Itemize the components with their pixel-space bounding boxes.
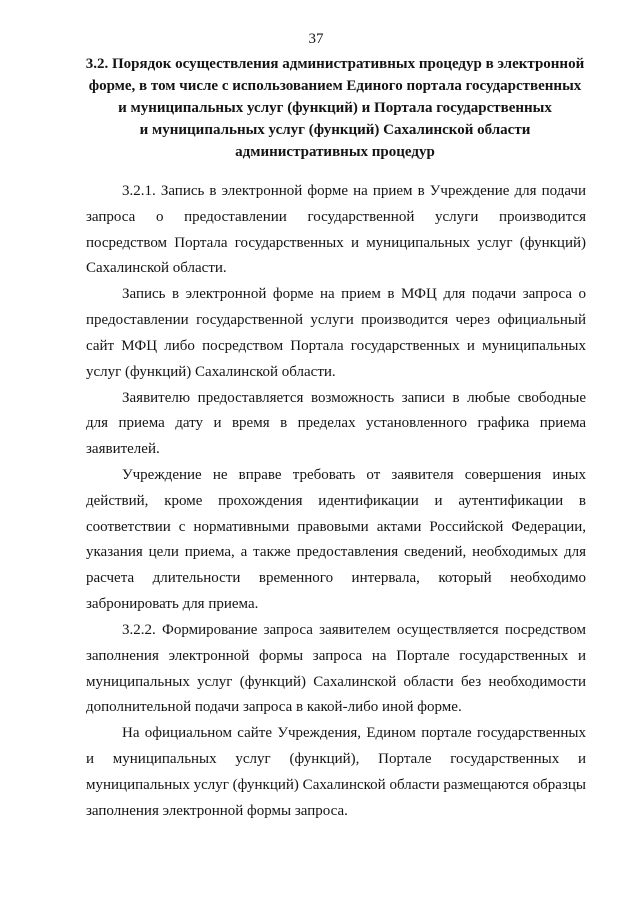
heading-line: административных процедур: [235, 144, 435, 160]
heading-line: 3.2. Порядок осуществления административных процедур в электронной: [85, 56, 585, 72]
paragraph-form-samples: На официальном сайте Учреждения, Едином портале государственных и муниципальных услуг (функций), Портале государственных и муниципальных услуг (функций) Сахалинской области размещаются образцы заполнения электронной формы запроса.: [86, 725, 586, 819]
paragraph-applicant-record: Заявителю предоставляется возможность записи в любые свободные для приема дату и время в пределах установленного графика приема заявителей.: [86, 389, 586, 458]
paragraph-3-2-1: 3.2.1. Запись в электронной форме на прием в Учреждение для подачи запроса о предоставлении государственной услуги производится посредством Портала государственных и муниципальных услуг (функций) Сахалинской области.: [86, 183, 586, 277]
paragraph-institution-restrictions: Учреждение не вправе требовать от заявителя совершения иных действий, кроме прохождения идентификации и аутентификации в соответствии с нормативными правовыми актами Российской Федерации, указания цели приема, а также предоставления сведений, необходимых для расчета длительности временного интервала, который необходимо забронировать для приема.: [86, 467, 586, 613]
body-text: [86, 179, 586, 824]
paragraph-3-2-2: 3.2.2. Формирование запроса заявителем осуществляется посредством заполнения электронной формы запроса на Портале государственных и муниципальных услуг (функций) Сахалинской области без необходимости дополнительной подачи запроса в какой-либо иной форме.: [86, 621, 586, 716]
page-number: 37: [308, 31, 324, 47]
heading-line: форме, в том числе с использованием Единого портала государственных: [88, 78, 582, 94]
paragraph-mfc-record: Запись в электронной форме на прием в МФЦ для подачи запроса о предоставлении государственной услуги производится через официальный сайт МФЦ либо посредством Портала государственных и муниципальных услуг (функций) Сахалинской области.: [86, 286, 586, 380]
heading-line: и муниципальных услуг (функций) и Портала государственных: [118, 100, 552, 116]
heading-line: и муниципальных услуг (функций) Сахалинской области: [139, 122, 531, 138]
section-heading: [70, 53, 600, 163]
